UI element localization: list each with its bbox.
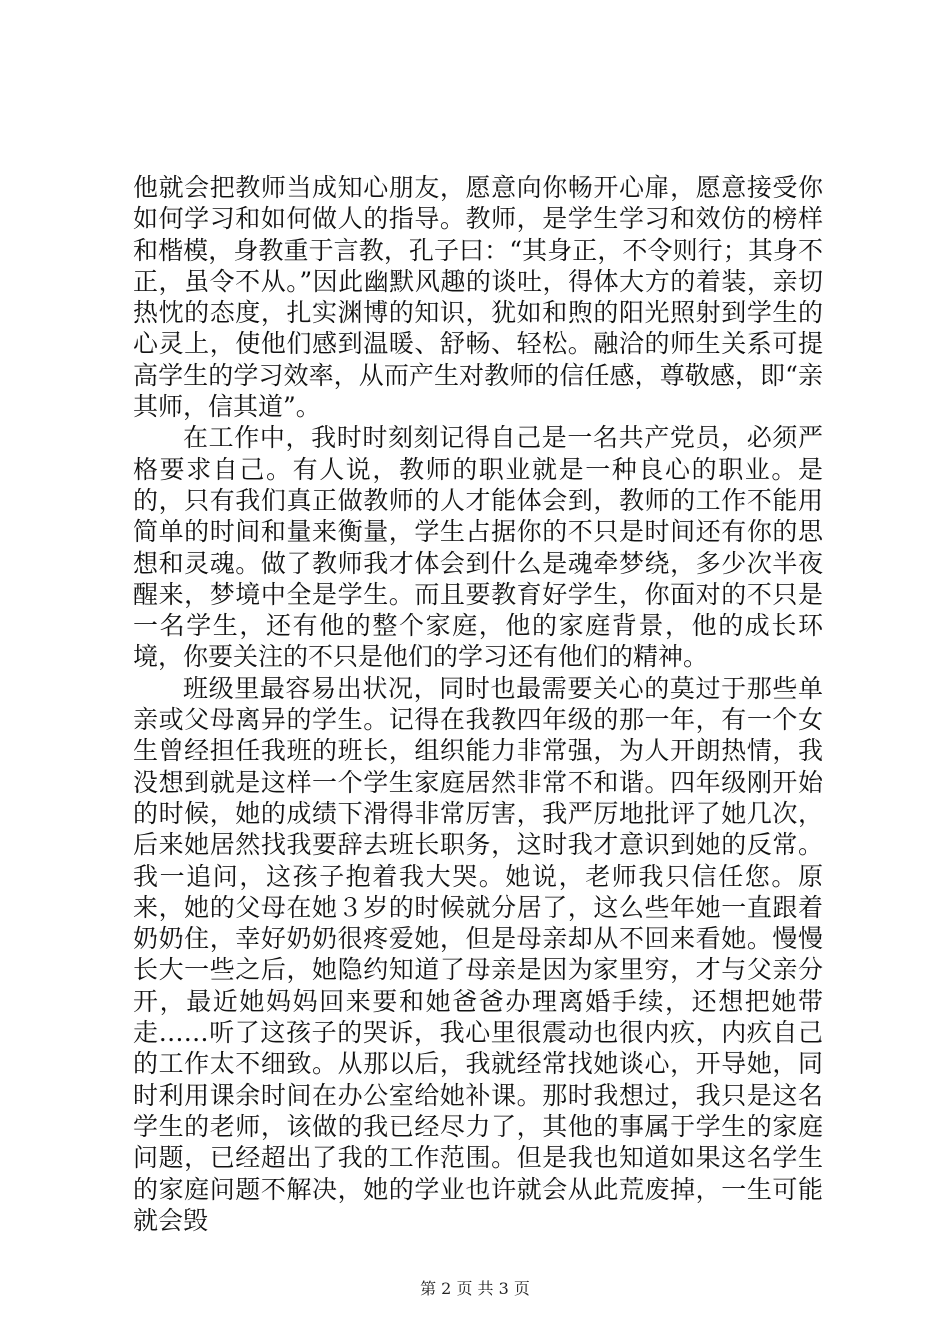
- page-number-footer: 第 2 页 共 3 页: [420, 1279, 530, 1298]
- paragraph-2: 在工作中，我时时刻刻记得自己是一名共产党员，必须严格要求自己。有人说，教师的职业就是一种良心的职业。是的，只有我们真正做教师的人才能体会到，教师的工作不能用简单的时间和量来衡量，学生占据你的不只是时间还有你的思想和灵魂。做了教师我才体会到什么是魂牵梦绕，多少次半夜醒来，梦境中全是学生。而且要教育好学生，你面对的不只是一名学生，还有他的整个家庭，他的家庭背景，他的成长环境，你要关注的不只是他们的学习还有他们的精神。: [133, 423, 823, 672]
- paragraph-1: 他就会把教师当成知心朋友，愿意向你畅开心扉，愿意接受你如何学习和如何做人的指导。教师，是学生学习和效仿的榜样和楷模，身教重于言教，孔子曰：“其身正，不令则行；其身不正，虽令不从。”因此幽默风趣的谈吐，得体大方的着装，亲切热忱的态度，扎实渊博的知识，犹如和煦的阳光照射到学生的心灵上，使他们感到温暖、舒畅、轻松。融洽的师生关系可提高学生的学习效率，从而产生对教师的信任感，尊敬感，即“亲其师，信其道”。: [133, 173, 823, 422]
- body-text: [133, 172, 823, 1236]
- paragraph-3: 班级里最容易出状况，同时也最需要关心的莫过于那些单亲或父母离异的学生。记得在我教四年级的那一年，有一个女生曾经担任我班的班长，组织能力非常强，为人开朗热情，我没想到就是这样一个学生家庭居然非常不和谐。四年级刚开始的时候，她的成绩下滑得非常厉害，我严厉地批评了她几次，后来她居然找我要辞去班长职务，这时我才意识到她的反常。我一追问，这孩子抱着我大哭。她说，老师我只信任您。原来，她的父母在她３岁的时候就分居了，这么些年她一直跟着奶奶住，幸好奶奶很疼爱她，但是母亲却从不回来看她。慢慢长大一些之后，她隐约知道了母亲是因为家里穷，才与父亲分开，最近她妈妈回来要和她爸爸办理离婚手续，还想把她带走……听了这孩子的哭诉，我心里很震动也很内疚，内疚自己的工作太不细致。从那以后，我就经常找她谈心，开导她，同时利用课余时间在办公室给她补课。那时我想过，我只是这名学生的老师，该做的我已经尽力了，其他的事属于学生的家庭问题，已经超出了我的工作范围。但是我也知道如果这名学生的家庭问题不解决，她的学业也许就会从此荒废掉，一生可能就会毁: [133, 673, 823, 1235]
